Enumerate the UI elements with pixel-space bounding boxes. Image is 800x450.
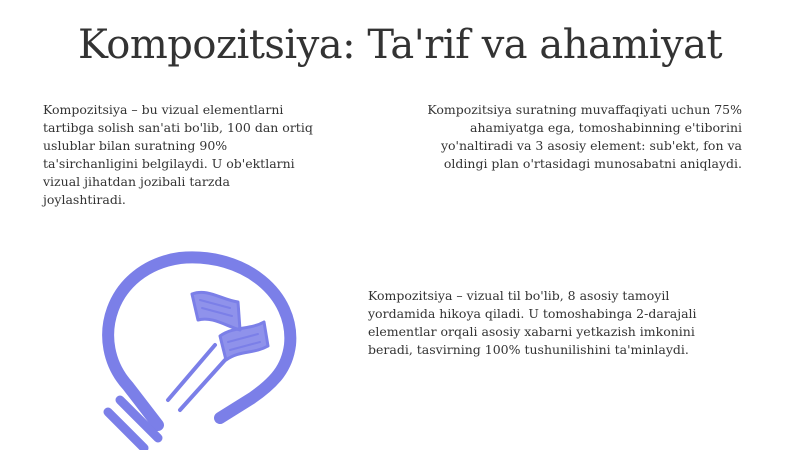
text-line: oldingi plan o'rtasidagi munosabatni aniqlaydi.	[443, 156, 742, 171]
text-line: yo'naltiradi va 3 asosiy element: sub'ekt, fon va	[440, 138, 742, 153]
text-line: Kompozitsiya suratning muvaffaqiyati uchun 75%	[427, 102, 742, 117]
text-line: beradi, tasvirning 100% tushunilishini ta'minlaydi.	[368, 342, 689, 357]
page-title: Kompozitsiya: Ta'rif va ahamiyat	[77, 22, 723, 68]
paragraph-importance	[380, 101, 742, 173]
text-line: ahamiyatga ega, tomoshabinning e'tiborini	[470, 120, 742, 135]
paragraph-visual-language	[368, 287, 748, 359]
text-line: uslublar bilan suratning 90%	[43, 138, 228, 153]
text-line: yordamida hikoya qiladi. U tomoshabinga 2-darajali	[368, 306, 697, 321]
text-line: joylashtiradi.	[43, 192, 126, 207]
text-line: elementlar orqali asosiy xabarni yetkazish imkonini	[368, 324, 695, 339]
text-line: ta'sirchanligini belgilaydi. U ob'ektlarni	[43, 156, 295, 171]
text-line: Kompozitsiya – bu vizual elementlarni	[43, 102, 284, 117]
lightbulb-book-icon	[80, 250, 320, 450]
text-line: tartibga solish san'ati bo'lib, 100 dan ortiq	[43, 120, 313, 135]
text-line: Kompozitsiya – vizual til bo'lib, 8 asosiy tamoyil	[368, 288, 670, 303]
text-line: vizual jihatdan jozibali tarzda	[43, 174, 230, 189]
paragraph-definition	[43, 101, 343, 209]
